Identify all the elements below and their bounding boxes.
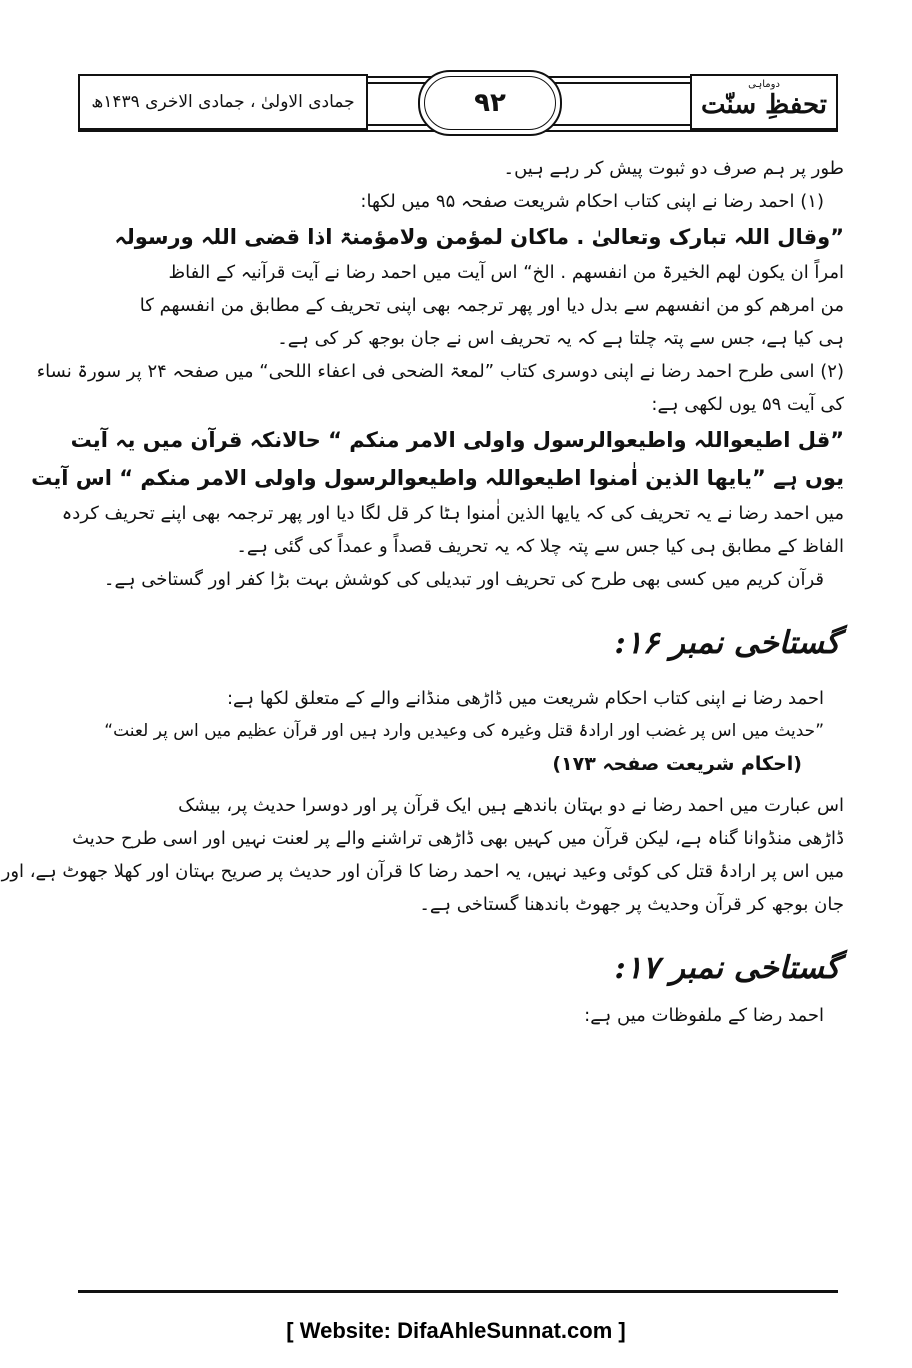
magazine-name: تحفظِ سنّت: [700, 89, 828, 120]
text-line: اس عبارت میں احمد رضا نے دو بہتان باندھے ہیں ایک قرآن پر اور دوسرا حدیث پر، بیشک: [178, 795, 844, 816]
text-line: الفاظ کے مطابق ہی کیا جس سے پتہ چلا کہ یہ تحریف قصداً و عمداً کی گئی ہے۔: [236, 536, 844, 557]
quote-line: ”حدیث میں اس پر غضب اور ارادۂ قتل وغیرہ کی وعیدیں وارد ہیں اور قرآن عظیم میں اس پر لعنت“: [104, 721, 824, 741]
text-line: (۲) اسی طرح احمد رضا نے اپنی دوسری کتاب ”لمعۃ الضحی فی اعفاء اللحی“ میں صفحہ ۲۴ پر سورۃ نساء: [36, 361, 844, 382]
text-line: ڈاڑھی منڈوانا گناہ ہے، لیکن قرآن میں کہیں بھی ڈاڑھی تراشنے والے پر لعنت نہیں اور اسی طرح حدیث: [72, 828, 844, 849]
text-line: میں احمد رضا نے یہ تحریف کی کہ یایھا الذین اٰمنوا ہٹا کر قل لگا دیا اور پھر ترجمہ بھی اپنے تحریف کردہ: [61, 503, 844, 524]
footer-rule: [78, 1290, 838, 1293]
arabic-quote-line: ”قل اطیعواللہ واطیعوالرسول واولی الامر منکم “ حالانکہ قرآن میں یہ آیت: [70, 428, 844, 452]
text-line: من امرھم کو من انفسھم سے بدل دیا اور پھر ترجمہ بھی اپنی تحریف کے مطابق من انفسھم کا: [139, 295, 844, 316]
arabic-quote-line: یوں ہے ”یایھا الذین اٰمنوا اطیعواللہ واطیعوالرسول واولی الامر منکم “ اس آیت: [31, 466, 844, 490]
text-line: امراً ان یکون لھم الخیرۃ من انفسھم . الخ“ اس آیت میں احمد رضا نے آیت قرآنیہ کے الفاظ: [168, 262, 844, 283]
text-line: طور پر ہم صرف دو ثبوت پیش کر رہے ہیں۔: [503, 158, 844, 179]
article-body: [1, 152, 844, 1032]
section-heading-17: گستاخی نمبر ۱۷:: [614, 950, 840, 986]
text-line: قرآن کریم میں کسی بھی طرح کی تحریف اور تبدیلی کی کوشش بہت بڑا کفر اور گستاخی ہے۔: [103, 569, 824, 590]
section-heading-16: گستاخی نمبر ۱۶:: [614, 625, 840, 661]
text-line: جان بوجھ کر قرآن وحدیث پر جھوٹ باندھنا گستاخی ہے۔: [419, 894, 844, 915]
magazine-title: [690, 74, 838, 130]
text-line: کی آیت ۵۹ یوں لکھی ہے:: [651, 394, 844, 415]
website-footer: [ Website: DifaAhleSunnat.com ]: [286, 1318, 626, 1343]
text-line: (۱) احمد رضا نے اپنی کتاب احکام شریعت صفحہ ۹۵ میں لکھا:: [360, 191, 824, 212]
text-line: احمد رضا نے اپنی کتاب احکام شریعت میں ڈاڑھی منڈانے والے کے متعلق لکھا ہے:: [226, 688, 824, 709]
arabic-quote-line: ”وقال اللہ تبارک وتعالیٰ . ماکان لمؤمن ولامؤمنۃ اذا قضی اللہ ورسولہ: [114, 225, 844, 249]
reference-citation: (احکام شریعت صفحہ ۱۷۳): [552, 753, 802, 775]
text-line: میں اس پر ارادۂ قتل کی کوئی وعید نہیں، یہ احمد رضا کا قرآن اور حدیث پر صریح بہتان اور کھلا جھوٹ ہے، اور: [1, 861, 844, 882]
magazine-frequency: دوماہی: [748, 78, 780, 90]
text-line: احمد رضا کے ملفوظات میں ہے:: [584, 1005, 824, 1026]
issue-date: جمادی الاولیٰ ، جمادی الاخری ۱۴۳۹ھ: [78, 74, 368, 130]
page-header: [78, 68, 838, 138]
page-number: ۹۲: [418, 70, 562, 136]
text-line: ہی کیا ہے، جس سے پتہ چلتا ہے کہ یہ تحریف اس نے جان بوجھ کر کی ہے۔: [277, 328, 844, 349]
